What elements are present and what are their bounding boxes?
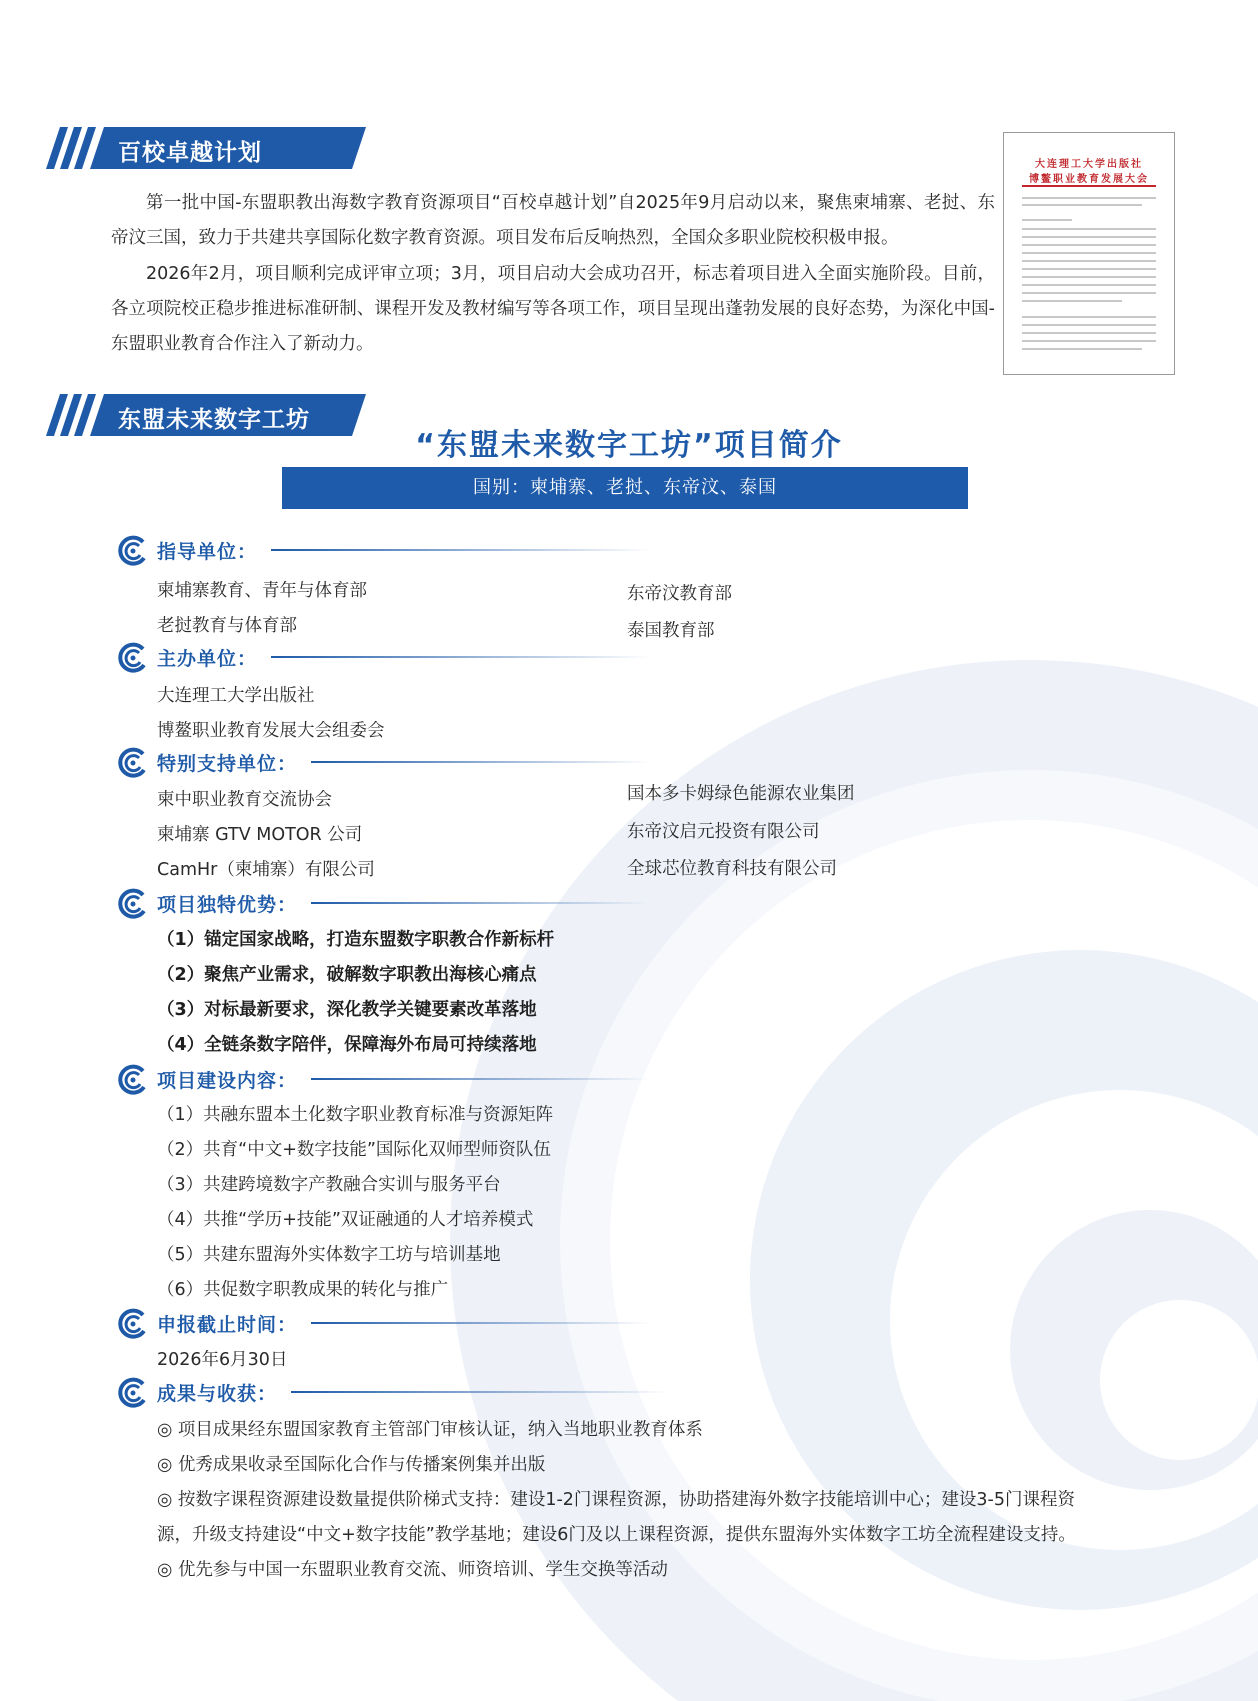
notice-text-line: [1022, 228, 1156, 230]
country-bar: 国别：柬埔寨、老挝、东帝汶、泰国: [282, 467, 968, 509]
guide-unit-left-2: 老挝教育与体育部: [157, 616, 297, 636]
section-heading-label: 成果与收获：: [157, 1382, 278, 1405]
section-heading-label: 项目独特优势：: [157, 893, 298, 916]
official-notice-thumbnail: [1003, 132, 1175, 375]
section-heading-label: 申报截止时间：: [157, 1313, 298, 1336]
notice-text-line: [1022, 268, 1156, 270]
support-unit-left-1: 柬中职业教育交流协会: [157, 790, 332, 810]
heading-divider-line: [311, 761, 651, 763]
section-heading-label: 主办单位：: [157, 647, 258, 670]
section-banner-title: 百校卓越计划: [118, 140, 262, 166]
host-unit-1: 大连理工大学出版社: [157, 686, 315, 706]
notice-red-rule: [1022, 185, 1156, 187]
advantage-item: （1）锚定国家战略，打造东盟数字职教合作新标杆: [157, 930, 555, 950]
notice-text-line: [1022, 236, 1156, 238]
support-unit-left-3: CamHr（柬埔寨）有限公司: [157, 860, 375, 880]
notice-text-line: [1022, 252, 1156, 254]
notice-text-line: [1022, 276, 1156, 278]
content-item: （3）共建跨境数字产教融合实训与服务平台: [157, 1175, 501, 1195]
host-unit-2: 博鳌职业教育发展大会组委会: [157, 721, 385, 741]
notice-text-line: [1022, 284, 1156, 286]
heading-divider-line: [291, 1391, 671, 1393]
guide-unit-right-1: 东帝汶教育部: [627, 584, 732, 604]
swirl-logo-icon: [117, 641, 149, 673]
section-heading-label: 指导单位：: [157, 540, 258, 563]
section-heading-label: 项目建设内容：: [157, 1069, 298, 1092]
content-item: （2）共育“中文+数字技能”国际化双师型师资队伍: [157, 1140, 551, 1160]
swirl-logo-icon: [117, 746, 149, 778]
section-heading-content: [117, 1063, 651, 1095]
heading-divider-line: [271, 549, 651, 551]
content-item: （5）共建东盟海外实体数字工坊与培训基地: [157, 1245, 501, 1265]
project-intro-title: “东盟未来数字工坊”项目简介: [415, 428, 843, 463]
heading-divider-line: [311, 1322, 651, 1324]
result-item: ◎ 优先参与中国一东盟职业教育交流、师资培训、学生交换等活动: [157, 1560, 668, 1580]
guide-unit-right-2: 泰国教育部: [627, 621, 715, 641]
notice-text-line: [1022, 340, 1156, 342]
support-unit-right-1: 国本多卡姆绿色能源农业集团: [627, 784, 855, 804]
heading-divider-line: [311, 1078, 651, 1080]
section-heading-results: [117, 1376, 671, 1408]
result-item: ◎ 按数字课程资源建设数量提供阶梯式支持：建设1-2门课程资源，协助搭建海外数字技能培训中心；建设3-5门课程资: [157, 1490, 1075, 1510]
notice-text-line: [1022, 219, 1072, 221]
notice-text-line: [1022, 348, 1142, 350]
intro-paragraph-2: 2026年2月，项目顺利完成评审立项；3月，项目启动大会成功召开，标志着项目进入全面实施阶段。目前，各立项院校正稳步推进标准研制、课程开发及教材编写等各项工作，项目呈现出蓬勃发展的良好态势，为深化中国-东盟职业教育合作注入了新动力。: [111, 264, 995, 354]
support-unit-right-2: 东帝汶启元投资有限公司: [627, 822, 820, 842]
notice-text-line: [1022, 292, 1156, 294]
section-banner-title: 东盟未来数字工坊: [118, 407, 310, 433]
heading-divider-line: [311, 902, 651, 904]
advantage-item: （3）对标最新要求，深化教学关键要素改革落地: [157, 1000, 537, 1020]
swirl-logo-icon: [117, 1376, 149, 1408]
swirl-logo-icon: [117, 1307, 149, 1339]
notice-text-line: [1022, 324, 1156, 326]
notice-text-line: [1022, 332, 1156, 334]
section-heading-support: [117, 746, 651, 778]
content-item: （1）共融东盟本土化数字职业教育标准与资源矩阵: [157, 1105, 554, 1125]
guide-unit-left-1: 柬埔寨教育、青年与体育部: [157, 581, 367, 601]
result-item: ◎ 优秀成果收录至国际化合作与传播案例集并出版: [157, 1455, 546, 1475]
notice-text-line: [1022, 197, 1156, 199]
advantage-item: （2）聚焦产业需求，破解数字职教出海核心痛点: [157, 965, 537, 985]
section-banner-excellence: [46, 127, 366, 169]
swirl-logo-icon: [117, 1063, 149, 1095]
swirl-logo-icon: [117, 534, 149, 566]
content-item: （6）共促数字职教成果的转化与推广: [157, 1280, 449, 1300]
section-heading-label: 特别支持单位：: [157, 752, 298, 775]
result-item: ◎ 项目成果经东盟国家教育主管部门审核认证，纳入当地职业教育体系: [157, 1420, 703, 1440]
support-unit-right-3: 全球芯位教育科技有限公司: [627, 859, 837, 879]
section-heading-host: [117, 641, 651, 673]
heading-divider-line: [271, 656, 651, 658]
content-item: （4）共推“学历+技能”双证融通的人才培养模式: [157, 1210, 534, 1230]
result-item: 源，升级支持建设“中文+数字技能”教学基地；建设6门及以上课程资源，提供东盟海外实体数字工坊全流程建设支持。: [157, 1525, 1076, 1545]
section-heading-advantages: [117, 887, 651, 919]
notice-text-line: [1022, 260, 1156, 262]
notice-text-line: [1022, 204, 1142, 206]
section-heading-guide: [117, 534, 651, 566]
advantage-item: （4）全链条数字陪伴，保障海外布局可持续落地: [157, 1035, 537, 1055]
intro-paragraph-1: 第一批中国-东盟职教出海数字教育资源项目“百校卓越计划”自2025年9月启动以来，聚焦柬埔寨、老挝、东帝汶三国，致力于共建共享国际化数字教育资源。项目发布后反响热烈，全国众多职业院校积极申报。: [111, 193, 995, 248]
notice-issuer-line-2: 博鳌职业教育发展大会: [1029, 174, 1149, 185]
section-heading-deadline: [117, 1307, 651, 1339]
notice-text-line: [1022, 316, 1156, 318]
swirl-logo-icon: [117, 887, 149, 919]
notice-text-line: [1022, 300, 1122, 302]
deadline-value: 2026年6月30日: [157, 1350, 288, 1370]
notice-text-line: [1022, 244, 1156, 246]
notice-issuer-line-1: 大连理工大学出版社: [1035, 159, 1143, 170]
support-unit-left-2: 柬埔寨 GTV MOTOR 公司: [157, 825, 363, 845]
